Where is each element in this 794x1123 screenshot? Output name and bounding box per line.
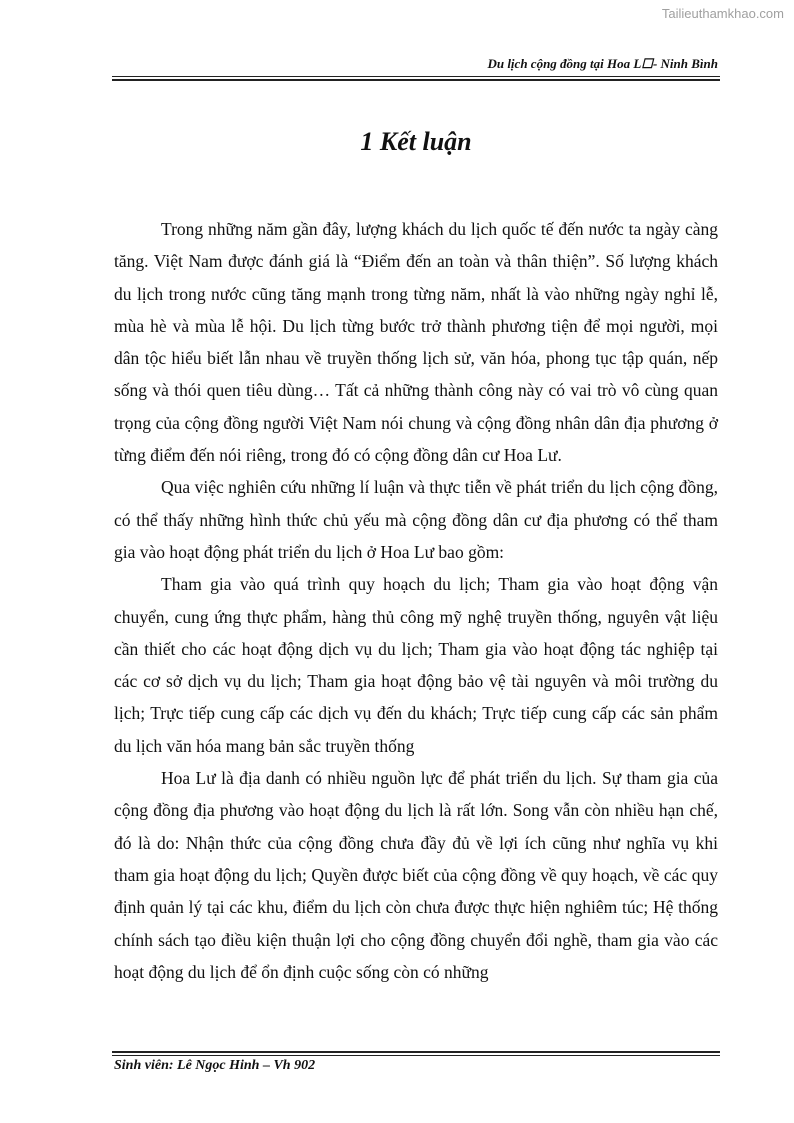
running-header: Du lịch cộng đồng tại Hoa L☐- Ninh Bình bbox=[487, 56, 718, 71]
header-divider bbox=[112, 76, 720, 81]
chapter-title: 1 Kết luận bbox=[360, 127, 472, 156]
footer-author: Sinh viên: Lê Ngọc Hinh – Vh 902 bbox=[114, 1058, 316, 1073]
watermark: Tailieuthamkhao.com bbox=[661, 6, 784, 21]
paragraph-2: Qua việc nghiên cứu những lí luận và thực tiễn về phát triển du lịch cộng đồng, có thể thấy những hình thức chủ yếu mà cộng đồng dân cư địa phương có thể tham gia vào hoạt động phát triển du lịch ở Hoa Lư bao gồm: bbox=[114, 477, 718, 562]
body-text bbox=[114, 213, 718, 988]
paragraph-4: Hoa Lư là địa danh có nhiều nguồn lực để phát triển du lịch. Sự tham gia của cộng đồng địa phương vào hoạt động du lịch là rất lớn. Song vẫn còn nhiều hạn chế, đó là do: Nhận thức của cộng đồng chưa đầy đủ về lợi ích cũng như nghĩa vụ khi tham gia hoạt động du lịch; Quyền được biết của cộng đồng về quy hoạch, về các quy định quản lý tại các khu, điểm du lịch còn chưa được thực hiện nghiêm túc; Hệ thống chính sách tạo điều kiện thuận lợi cho cộng đồng chuyển đổi nghề, tham gia vào các hoạt động du lịch để ổn định cuộc sống còn có những bbox=[114, 768, 718, 982]
footer-divider bbox=[112, 1051, 720, 1056]
paragraph-1: Trong những năm gần đây, lượng khách du lịch quốc tế đến nước ta ngày càng tăng. Việt Nam được đánh giá là “Điểm đến an toàn và thân thiện”. Số lượng khách du lịch trong nước cũng tăng mạnh trong từng năm, nhất là vào những ngày nghỉ lễ, mùa hè và mùa lễ hội. Du lịch từng bước trở thành phương tiện để mọi người, mọi dân tộc hiểu biết lẫn nhau về truyền thống lịch sử, văn hóa, phong tục tập quán, nếp sống và thói quen tiêu dùng… Tất cả những thành công này có vai trò vô cùng quan trọng của cộng đồng người Việt Nam nói chung và cộng đồng nhân dân địa phương ở từng điểm đến nói riêng, trong đó có cộng đồng dân cư Hoa Lư. bbox=[114, 219, 718, 466]
paragraph-3: Tham gia vào quá trình quy hoạch du lịch; Tham gia vào hoạt động vận chuyển, cung ứng thực phẩm, hàng thủ công mỹ nghệ truyền thống, nguyên vật liệu cần thiết cho các hoạt động dịch vụ du lịch; Tham gia vào hoạt động tác nghiệp tại các cơ sở dịch vụ du lịch; Tham gia hoạt động bảo vệ tài nguyên và môi trường du lịch; Trực tiếp cung cấp các dịch vụ đến du khách; Trực tiếp cung cấp các sản phẩm du lịch văn hóa mang bản sắc truyền thống bbox=[114, 574, 718, 756]
